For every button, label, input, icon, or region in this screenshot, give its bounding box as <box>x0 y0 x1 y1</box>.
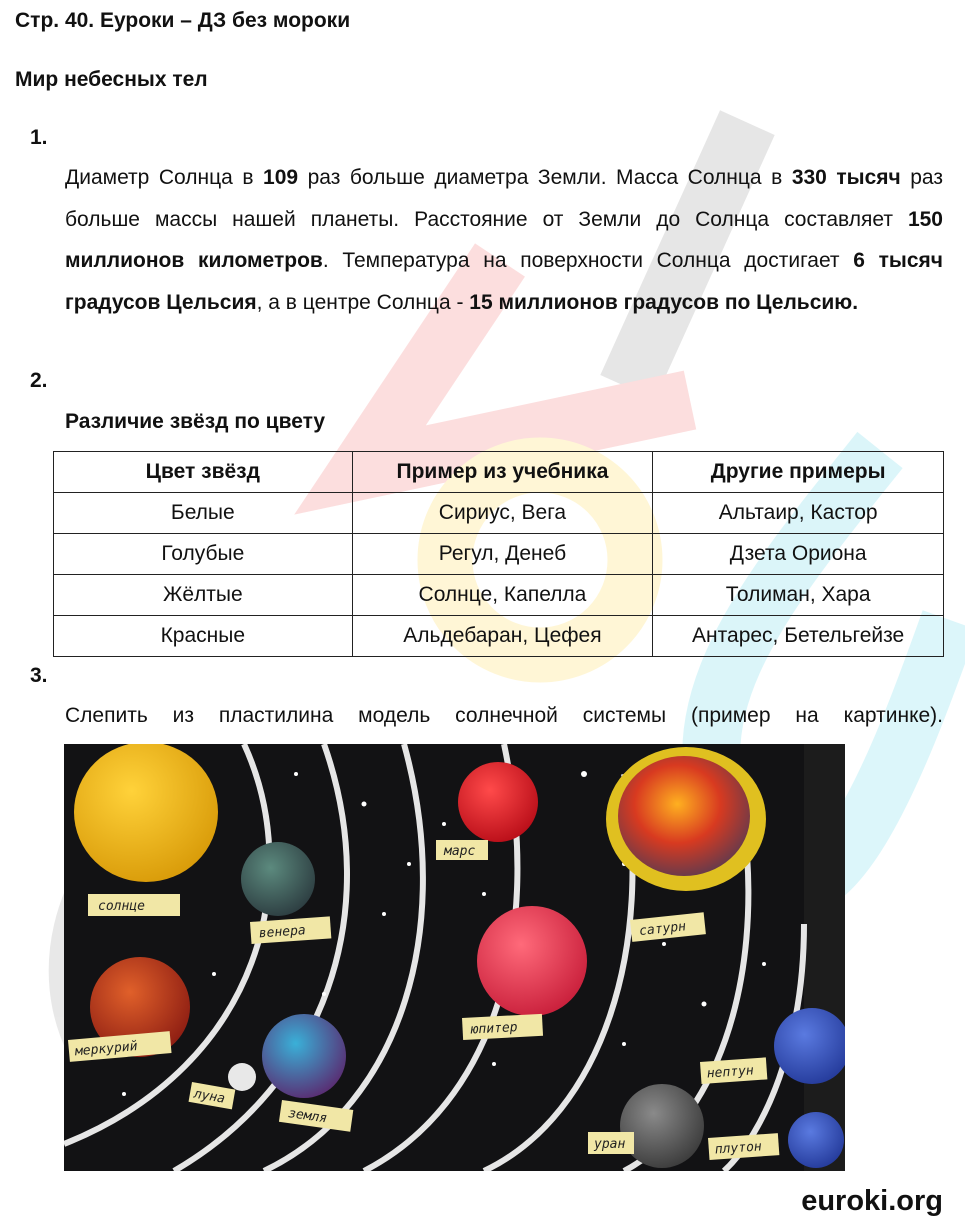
task-2-subtitle: Различие звёзд по цвету <box>65 410 326 433</box>
task-1-number: 1. <box>30 126 48 149</box>
svg-text:венера: венера <box>258 923 307 942</box>
label-mars <box>436 840 488 860</box>
task-2-number: 2. <box>30 369 48 392</box>
task-1-bold-part: 330 тысяч <box>791 166 901 189</box>
svg-text:луна: луна <box>192 1086 227 1107</box>
table-cell: Дзета Ориона <box>653 534 944 575</box>
table-cell: Жёлтые <box>54 575 353 616</box>
table-cell: Альтаир, Кастор <box>653 493 944 534</box>
page-title: Стр. 40. Еуроки – ДЗ без мороки <box>15 9 351 32</box>
earth-planet <box>262 1014 346 1098</box>
label-jupiter <box>462 1014 543 1040</box>
table-row <box>54 534 944 575</box>
uranus-planet <box>620 1084 704 1168</box>
table-row <box>54 493 944 534</box>
task-3-number: 3. <box>30 664 48 687</box>
star-color-table <box>53 451 944 657</box>
task-1-bold-part: 6 тысяч градусов Цельсия <box>65 249 943 314</box>
task-1-bold-part: 109 <box>263 166 299 189</box>
pluto-planet <box>788 1112 844 1168</box>
table-cell: Антарес, Бетельгейзе <box>653 616 944 657</box>
sun-planet <box>74 744 218 882</box>
svg-text:земля: земля <box>287 1106 328 1127</box>
table-cell: Толиман, Хара <box>653 575 944 616</box>
task-1-text <box>65 157 943 323</box>
svg-text:сатурн: сатурн <box>638 919 687 940</box>
svg-text:юпитер: юпитер <box>470 1020 518 1038</box>
task-1-text-part: , а в центре Солнца - <box>256 290 470 314</box>
task-1-bold-part: 15 миллионов градусов по Цельсию. <box>469 290 859 314</box>
svg-text:нептун: нептун <box>706 1063 755 1082</box>
table-cell: Белые <box>54 493 353 534</box>
label-uranus <box>588 1132 634 1154</box>
label-sun <box>88 894 180 916</box>
venus-planet <box>241 842 315 916</box>
table-cell: Альдебаран, Цефея <box>352 616 653 657</box>
task-1-text-part: раз больше диаметра Земли. Масса Солнца в <box>298 166 792 189</box>
svg-text:плутон: плутон <box>714 1139 763 1158</box>
table-cell: Регул, Денеб <box>352 534 653 575</box>
task-1-text-part: . Температура на поверхности Солнца достигает <box>322 249 854 272</box>
task-1-text-part: Диаметр Солнца в <box>65 166 264 189</box>
column-header: Пример из учебника <box>352 452 653 493</box>
svg-text:меркурий: меркурий <box>74 1038 139 1060</box>
jupiter-planet <box>477 906 587 1016</box>
table-header-row <box>54 452 944 493</box>
saturn-planet <box>618 756 750 876</box>
column-header: Другие примеры <box>653 452 944 493</box>
table-cell: Голубые <box>54 534 353 575</box>
task-3-text: Слепить из пластилина модель солнечной системы (пример на картинке). <box>65 704 943 727</box>
label-neptune <box>700 1057 767 1084</box>
table-row <box>54 616 944 657</box>
task-1-text-part: раз больше массы нашей планеты. Расстояние от Земли до Солнца составляет <box>65 166 943 231</box>
column-header: Цвет звёзд <box>54 452 353 493</box>
section-title: Мир небесных тел <box>15 68 208 91</box>
table-row <box>54 575 944 616</box>
solar-system-model-photo <box>64 744 845 1171</box>
table-cell: Солнце, Капелла <box>352 575 653 616</box>
task-1-bold-part: 150 миллионов километров <box>65 207 943 272</box>
moon-planet <box>228 1063 256 1091</box>
table-cell: Сириус, Вега <box>352 493 653 534</box>
mars-planet <box>458 762 538 842</box>
table-cell: Красные <box>54 616 353 657</box>
svg-text:солнце: солнце <box>98 899 145 914</box>
svg-text:марс: марс <box>444 844 476 859</box>
site-brand: euroki.org <box>801 1185 943 1217</box>
svg-text:уран: уран <box>594 1137 626 1152</box>
